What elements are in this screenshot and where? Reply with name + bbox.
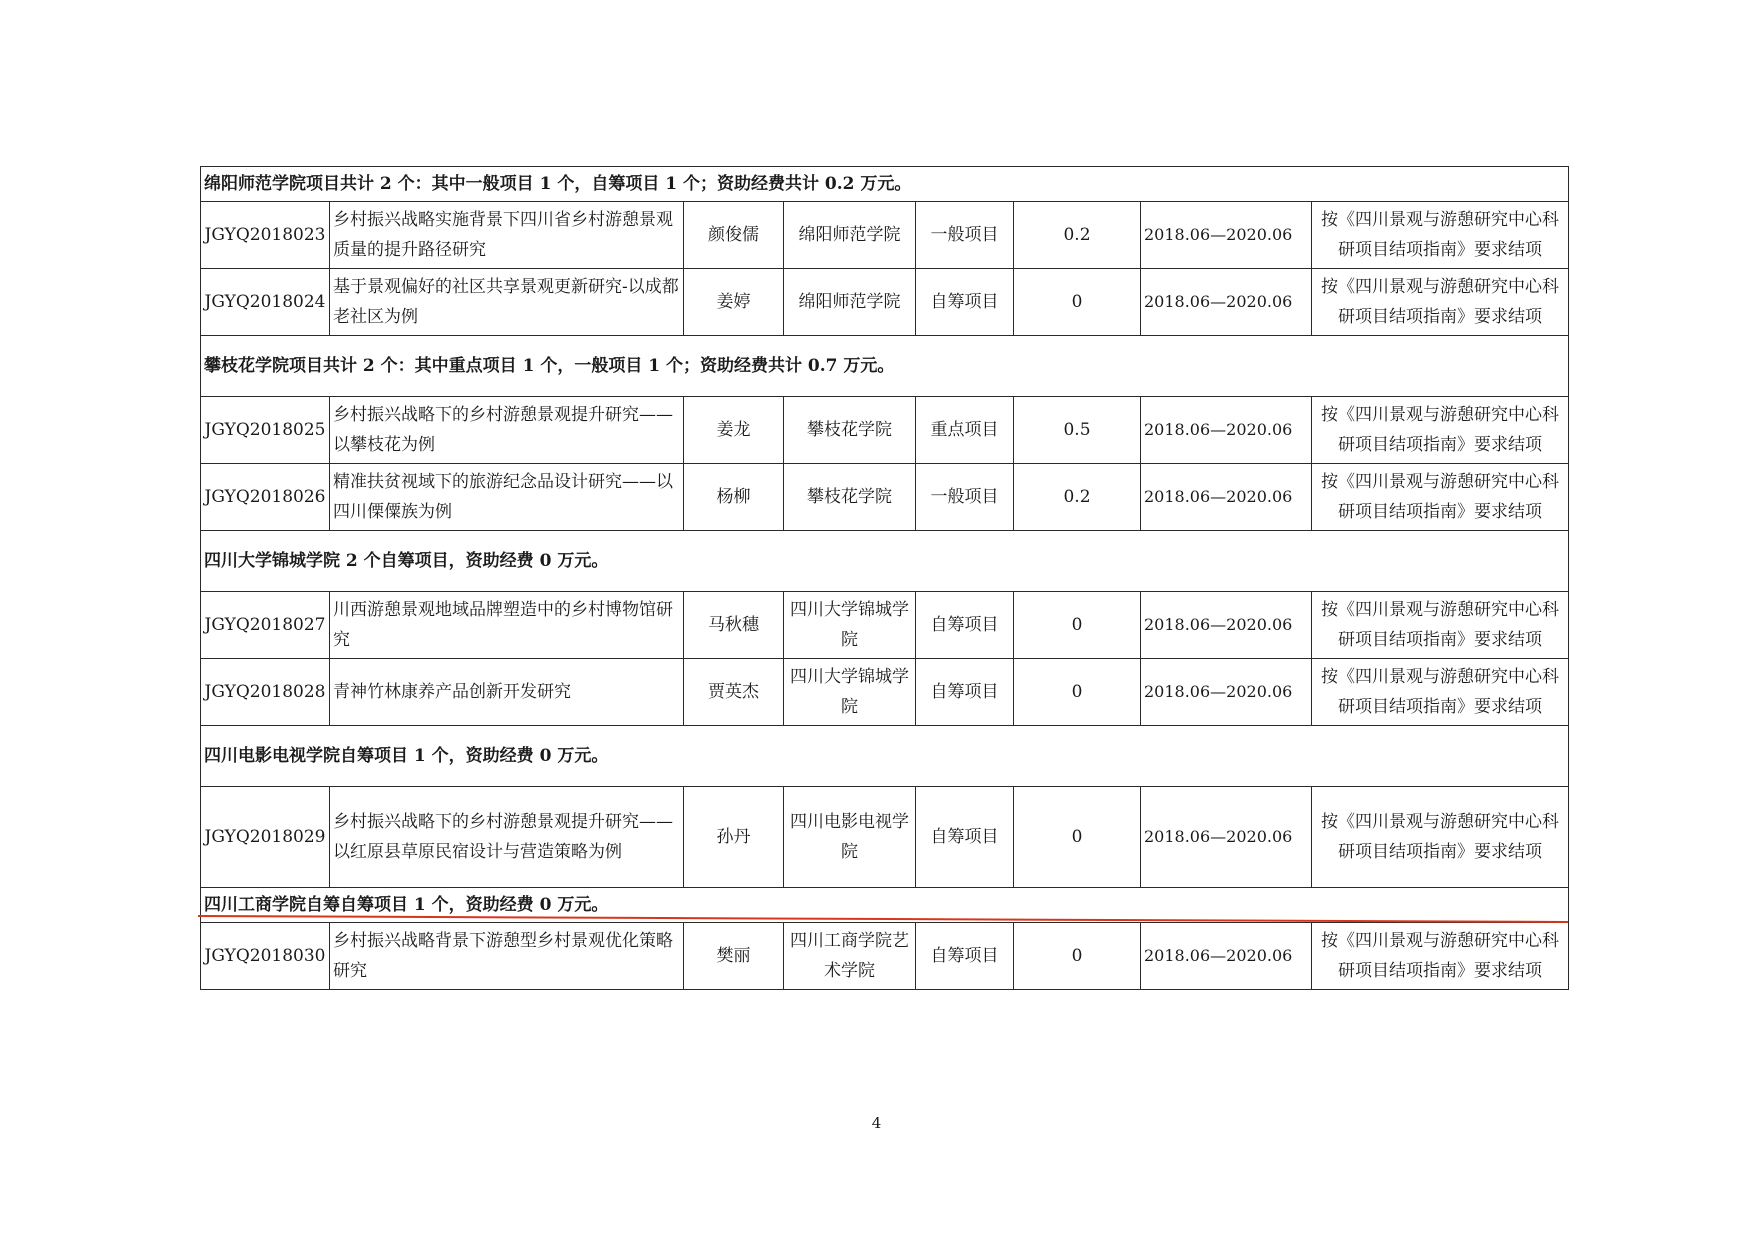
table-row: [201, 787, 1569, 888]
table-row: [201, 202, 1569, 269]
project-period: 2018.06—2020.06: [1141, 787, 1312, 888]
project-type: 自筹项目: [916, 269, 1014, 336]
section-heading: 绵阳师范学院项目共计 2 个：其中一般项目 1 个，自筹项目 1 个；资助经费共计 0.2 万元。: [201, 167, 1569, 202]
table-row: [201, 397, 1569, 464]
project-organization: 四川工商学院艺术学院: [784, 923, 916, 990]
project-type: 自筹项目: [916, 659, 1014, 726]
funding-amount: 0.2: [1014, 464, 1141, 531]
project-leader: 贾英杰: [684, 659, 784, 726]
section-heading: 攀枝花学院项目共计 2 个：其中重点项目 1 个，一般项目 1 个；资助经费共计 0.7 万元。: [201, 336, 1569, 397]
section-heading-row: [201, 531, 1569, 592]
project-type: 自筹项目: [916, 592, 1014, 659]
project-period: 2018.06—2020.06: [1141, 923, 1312, 990]
project-leader: 杨柳: [684, 464, 784, 531]
project-code: JGYQ2018026: [201, 464, 330, 531]
funding-amount: 0: [1014, 923, 1141, 990]
completion-requirement: 按《四川景观与游憩研究中心科研项目结项指南》要求结项: [1312, 923, 1569, 990]
project-type: 一般项目: [916, 202, 1014, 269]
project-organization: 绵阳师范学院: [784, 269, 916, 336]
funding-amount: 0.5: [1014, 397, 1141, 464]
completion-requirement: 按《四川景观与游憩研究中心科研项目结项指南》要求结项: [1312, 397, 1569, 464]
table-row: [201, 269, 1569, 336]
funding-amount: 0.2: [1014, 202, 1141, 269]
project-code: JGYQ2018027: [201, 592, 330, 659]
project-leader: 马秋穗: [684, 592, 784, 659]
completion-requirement: 按《四川景观与游憩研究中心科研项目结项指南》要求结项: [1312, 269, 1569, 336]
project-type: 重点项目: [916, 397, 1014, 464]
project-code: JGYQ2018025: [201, 397, 330, 464]
project-period: 2018.06—2020.06: [1141, 269, 1312, 336]
project-title: 基于景观偏好的社区共享景观更新研究-以成都老社区为例: [330, 269, 684, 336]
section-heading-row: [201, 167, 1569, 202]
table-row: [201, 464, 1569, 531]
project-type: 一般项目: [916, 464, 1014, 531]
project-code: JGYQ2018023: [201, 202, 330, 269]
section-heading-row: [201, 726, 1569, 787]
project-organization: 四川电影电视学院: [784, 787, 916, 888]
completion-requirement: 按《四川景观与游憩研究中心科研项目结项指南》要求结项: [1312, 464, 1569, 531]
project-leader: 孙丹: [684, 787, 784, 888]
funding-amount: 0: [1014, 659, 1141, 726]
section-heading: 四川工商学院自筹自筹项目 1 个，资助经费 0 万元。: [201, 888, 1569, 923]
project-code: JGYQ2018024: [201, 269, 330, 336]
project-leader: 颜俊儒: [684, 202, 784, 269]
table-row: [201, 923, 1569, 990]
funding-amount: 0: [1014, 592, 1141, 659]
project-type: 自筹项目: [916, 923, 1014, 990]
project-title: 乡村振兴战略背景下游憩型乡村景观优化策略研究: [330, 923, 684, 990]
project-leader: 樊丽: [684, 923, 784, 990]
section-heading-row: [201, 336, 1569, 397]
project-title: 精准扶贫视域下的旅游纪念品设计研究——以四川傈僳族为例: [330, 464, 684, 531]
project-code: JGYQ2018030: [201, 923, 330, 990]
completion-requirement: 按《四川景观与游憩研究中心科研项目结项指南》要求结项: [1312, 202, 1569, 269]
project-organization: 绵阳师范学院: [784, 202, 916, 269]
completion-requirement: 按《四川景观与游憩研究中心科研项目结项指南》要求结项: [1312, 592, 1569, 659]
page-number: 4: [871, 1114, 882, 1132]
project-leader: 姜婷: [684, 269, 784, 336]
project-title: 乡村振兴战略下的乡村游憩景观提升研究——以红原县草原民宿设计与营造策略为例: [330, 787, 684, 888]
project-period: 2018.06—2020.06: [1141, 202, 1312, 269]
project-period: 2018.06—2020.06: [1141, 592, 1312, 659]
project-period: 2018.06—2020.06: [1141, 397, 1312, 464]
project-type: 自筹项目: [916, 787, 1014, 888]
funding-amount: 0: [1014, 269, 1141, 336]
project-code: JGYQ2018028: [201, 659, 330, 726]
project-organization: 四川大学锦城学院: [784, 659, 916, 726]
project-leader: 姜龙: [684, 397, 784, 464]
project-title: 乡村振兴战略下的乡村游憩景观提升研究——以攀枝花为例: [330, 397, 684, 464]
project-title: 乡村振兴战略实施背景下四川省乡村游憩景观质量的提升路径研究: [330, 202, 684, 269]
project-organization: 攀枝花学院: [784, 397, 916, 464]
project-period: 2018.06—2020.06: [1141, 659, 1312, 726]
section-heading: 四川大学锦城学院 2 个自筹项目，资助经费 0 万元。: [201, 531, 1569, 592]
completion-requirement: 按《四川景观与游憩研究中心科研项目结项指南》要求结项: [1312, 787, 1569, 888]
table-row: [201, 592, 1569, 659]
project-table: [200, 166, 1569, 990]
project-title: 青神竹林康养产品创新开发研究: [330, 659, 684, 726]
table-row: [201, 659, 1569, 726]
project-code: JGYQ2018029: [201, 787, 330, 888]
section-heading: 四川电影电视学院自筹项目 1 个，资助经费 0 万元。: [201, 726, 1569, 787]
project-title: 川西游憩景观地域品牌塑造中的乡村博物馆研究: [330, 592, 684, 659]
project-organization: 四川大学锦城学院: [784, 592, 916, 659]
project-organization: 攀枝花学院: [784, 464, 916, 531]
completion-requirement: 按《四川景观与游憩研究中心科研项目结项指南》要求结项: [1312, 659, 1569, 726]
project-period: 2018.06—2020.06: [1141, 464, 1312, 531]
funding-amount: 0: [1014, 787, 1141, 888]
